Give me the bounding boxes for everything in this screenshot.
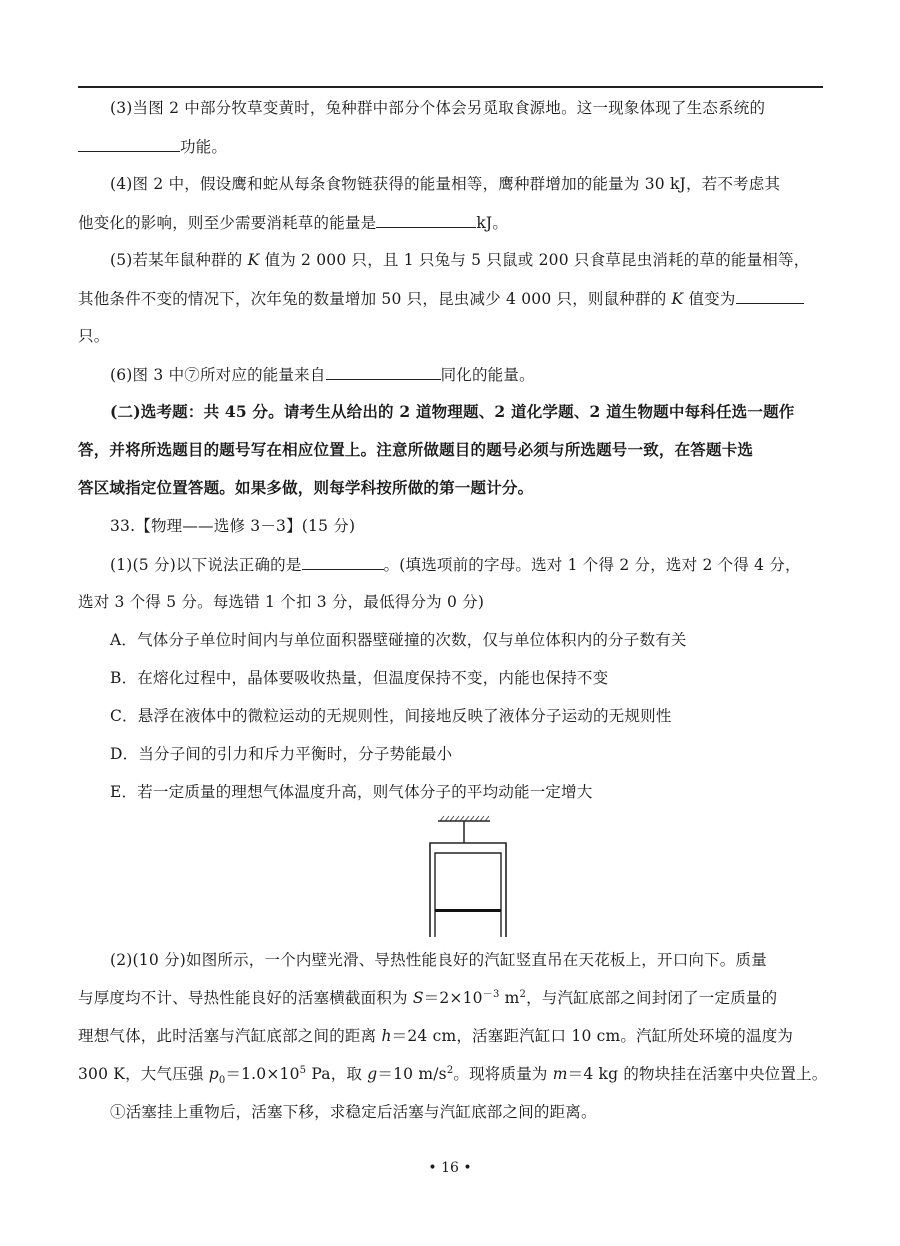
q4-line1: (4)图 2 中，假设鹰和蛇从每条食物链获得的能量相等，鹰种群增加的能量为 30 kJ，若不考虑其	[110, 175, 781, 193]
section2-line3: 答区域指定位置答题。如果多做，则每学科按所做的第一题计分。	[78, 478, 534, 497]
q33-p2-line3: 理想气体，此时活塞与汽缸底部之间的距离 h＝24 cm，活塞距汽缸口 10 cm。汽缸所处环境的温度为	[78, 1027, 794, 1045]
q33-p2-line2: 与厚度均不计、导热性能良好的活塞横截面积为 $S=2\times 10^{-3}$ $m^2$，与汽缸底部之间封闭了一定质量的	[78, 988, 778, 1007]
q3-line2: 功能。	[78, 136, 823, 157]
option-b: B．在熔化过程中，晶体要吸收热量，但温度保持不变，内能也保持不变	[110, 669, 609, 687]
section2-line2: 答，并将所选题目的题号写在相应位置上。注意所做题目的题号必须与所选题号一致，在答题卡选	[78, 440, 754, 459]
answer-blank-q3[interactable]	[78, 136, 180, 152]
option-c: C．悬浮在液体中的微粒运动的无规则性，间接地反映了液体分子运动的无规则性	[110, 707, 672, 725]
section2-line1: (二)选考题：共 45 分。请考生从给出的 2 道物理题、2 道化学题、2 道生物题中每科任选一题作	[110, 402, 795, 421]
q33-p2-line1: (2)(10 分)如图所示，一个内壁光滑、导热性能良好的汽缸竖直吊在天花板上，开口向下。质量	[110, 951, 767, 969]
q33-title: 33.【物理——选修 3－3】(15 分)	[110, 517, 356, 535]
cylinder-figure	[420, 815, 520, 940]
q5-line2: 其他条件不变的情况下，次年兔的数量增加 50 只，昆虫减少 4 000 只，则鼠种群的 K 值变为	[78, 288, 823, 309]
q5-line1: (5)若某年鼠种群的 K 值为 2 000 只，且 1 只兔与 5 只鼠或 200 只食草昆虫消耗的草的能量相等，	[110, 251, 810, 269]
piston	[435, 909, 501, 912]
q33-sub1: ①活塞挂上重物后，活塞下移，求稳定后活塞与汽缸底部之间的距离。	[110, 1103, 597, 1121]
q33-p2-line4: 300 K，大气压强 $p_0=1.0\times 10^5$ Pa，取 g＝10 $m/s^2$。现将质量为 m＝4 kg 的物块挂在活塞中央位置上。	[78, 1064, 828, 1087]
q4-line2: 他变化的影响，则至少需要消耗草的能量是 kJ。	[78, 214, 509, 232]
q6-line: (6)图 3 中⑦所对应的能量来自 同化的能量。	[110, 366, 535, 384]
option-e: E．若一定质量的理想气体温度升高，则气体分子的平均动能一定增大	[110, 783, 593, 801]
q5-line3: 只。	[78, 327, 110, 345]
q33-p1-line2: 选对 3 个得 5 分。每选错 1 个扣 3 分，最低得分为 0 分)	[78, 593, 485, 611]
answer-blank-q5[interactable]	[736, 288, 804, 304]
cylinder-outer-wall	[430, 843, 506, 937]
page-number: • 16 •	[428, 1160, 472, 1176]
q3-line1: (3)当图 2 中部分牧草变黄时，兔种群中部分个体会另觅取食源地。这一现象体现了生态系统的	[110, 99, 766, 117]
answer-blank-q4[interactable]	[376, 212, 476, 228]
option-a: A．气体分子单位时间内与单位面积器壁碰撞的次数，仅与单位体积内的分子数有关	[110, 631, 687, 649]
answer-blank-q33-1[interactable]	[302, 554, 384, 570]
answer-blank-q6[interactable]	[326, 364, 441, 380]
option-d: D．当分子间的引力和斥力平衡时，分子势能最小	[110, 745, 453, 763]
q33-p1-line1: (1)(5 分)以下说法正确的是 。(填选项前的字母。选对 1 个得 2 分，选对 2 个得 4 分，	[110, 556, 801, 574]
header-rule	[78, 86, 823, 88]
cylinder-inner-wall	[435, 853, 501, 937]
